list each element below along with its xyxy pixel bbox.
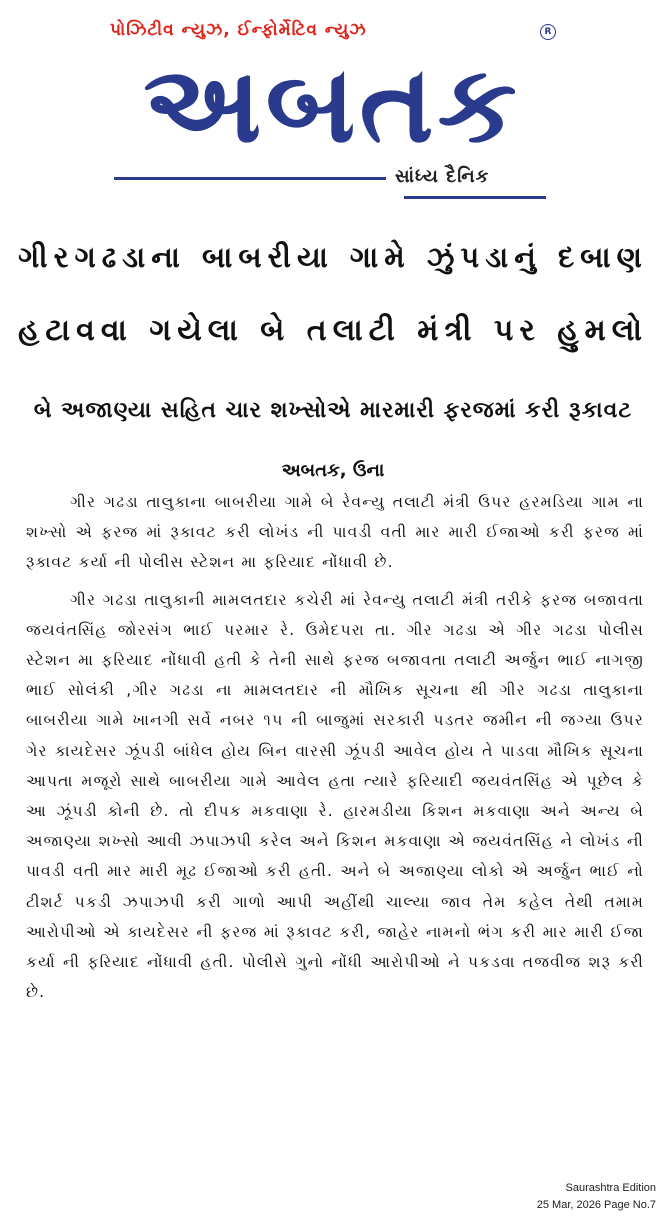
- headline-line-2: હટાવવા ગયેલા બે તલાટી મંત્રી પર હુમલો: [18, 313, 648, 348]
- headline-line-1: ગીરગઢડાના બાબરીયા ગામે ઝુંપડાનું દબાણ: [18, 240, 648, 274]
- masthead: [0, 0, 666, 210]
- subbrand-underline: [404, 196, 546, 199]
- article-paragraph-2: ગીર ગઢડા તાલુકાની મામલતદાર કચેરી માં રેવન્યુ તલાટી મંત્રી તરીકે ફરજ બજાવતા જયવંતસિંહ જોરસંગ ભાઈ પરમાર રે. ઉમેદપરા તા. ગીર ગઢડા એ ગીર ગઢડા પોલીસ સ્ટેશન મા ફરિયાદ નોંધાવી હતી કે તેની સાથે ફરજ બજાવતા તલાટી અર્જુન ભાઈ નાગજી ભાઈ સોલંકી ,ગીર ગઢડા ના મામલતદાર ની મૌખિક સૂચના થી ગીર ગઢડા તાલુકાના બાબરીયા ગામે ખાનગી સર્વે નબર ૧૫ ની બાજુમાં સરકારી પડતર જમીન ની જગ્યા ઉપર ગેર કાયદેસર ઝૂંપડી બાંધેલ હોય બિન વારસી ઝૂંપડી આવેલ હોય તે પાડવા મૌખિક સૂચના આપતા મજૂરો સાથે બાબરીયા ગામે આવેલ હતા ત્યારે ફરિયાદી જયવંતસિંહ એ પૂછેલ કે આ ઝૂંપડી કોની છે. તો દીપક મકવાણા રે. હારમડીયા કિશન મકવાણા અને અન્ય બે અજાણ્યા શખ્સો આવી ઝપાઝપી કરેલ અને કિશન મકવાણા એ જયવંતસિંહ ને લોખંડ ની પાવડી વતી માર મારી મૂઢ ઈજાઓ કરી હતી. અને બે અજાણ્યા લોકો એ અર્જુન ભાઈ નો ટીશર્ટ પકડી ઝપાઝપી કરી ગાળો આપી અહીંથી ચાલ્યા જાવ તેમ કહેલ તેથી તમામ આરોપીઓ એ કાયદેસર ની ફરજ માં રૂકાવટ કરી, જાહેર નામનો ભંગ કરી માર મારી ઈજા કર્યા ની ફરિયાદ નોંધાવી હતી. પોલીસે ગુનો નોંધી આરોપીઓ ને પકડવા તજવીજ શરૂ કરી છે.: [26, 590, 644, 1002]
- article-paragraph-1: ગીર ગઢડા તાલુકાના બાબરીયા ગામે બે રેવન્યુ તલાટી મંત્રી ઉપર હરમડિયા ગામ ના શખ્સો એ ફરજ માં રૂકાવટ કરી લોખંડ ની પાવડી વતી માર મારી ઈજાઓ કરી ફરજ માં રૂકાવટ કર્યા ની પોલીસ સ્ટેશન મા ફરિયાદ નોંધાવી છે.: [26, 493, 644, 572]
- masthead-rule: [114, 177, 386, 180]
- subbrand-label: સાંધ્ય દૈનિક: [395, 166, 490, 187]
- edition-label: Saurashtra Edition: [565, 1182, 656, 1194]
- page-footer: [537, 1180, 656, 1214]
- newspaper-logo: અબતક: [143, 43, 521, 167]
- byline: અબતક, ઉના: [281, 460, 385, 481]
- subheadline: બે અજાણ્યા સહિત ચાર શખ્સોએ મારમારી ફરજમાં કરી રૂકાવટ: [33, 398, 633, 423]
- registered-mark-icon: R: [540, 24, 556, 40]
- tagline: પોઝિટીવ ન્યુઝ, ઈન્ફોર્મેટિવ ન્યુઝ: [110, 20, 367, 40]
- article-body: [26, 487, 644, 1007]
- date-page-label: 25 Mar, 2026 Page No.7: [536, 1199, 656, 1211]
